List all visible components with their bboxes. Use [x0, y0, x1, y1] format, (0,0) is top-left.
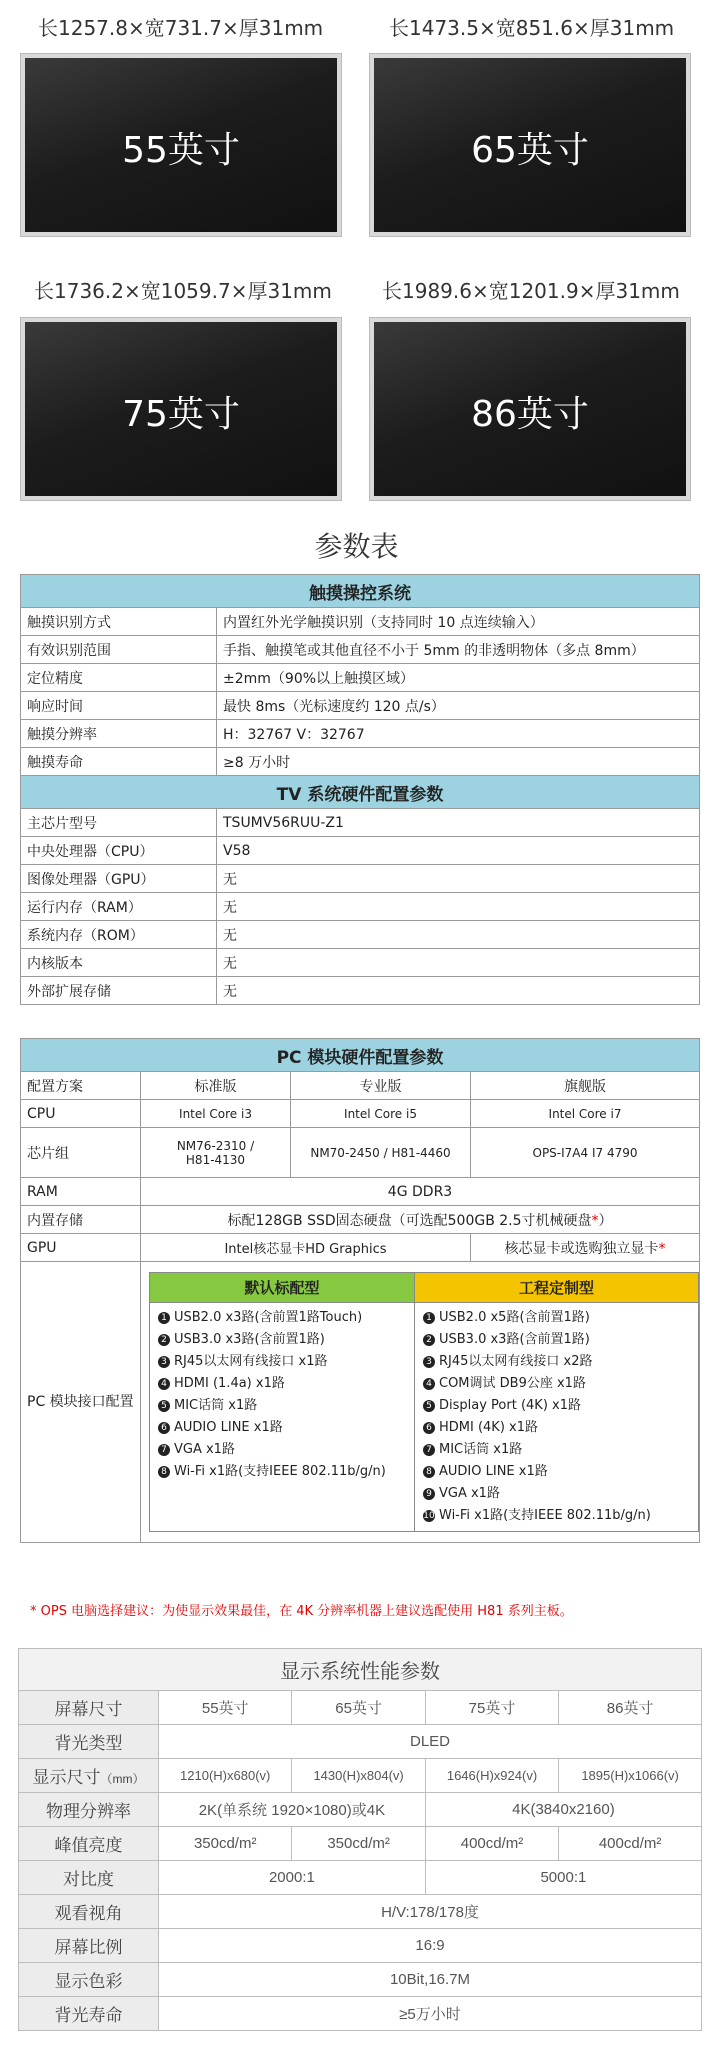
table-row: 屏幕比例 16:9: [19, 1929, 702, 1963]
table-row: 显示尺寸（mm） 1210(H)x680(v) 1430(H)x804(v) 1646(H)x924(v) 1895(H)x1066(v): [19, 1759, 702, 1793]
interface-item: 7 MIC话筒 x1路: [423, 1439, 690, 1461]
table-row: 运行内存（RAM） 无: [21, 893, 700, 921]
screen-size-label: 55英寸: [122, 130, 240, 171]
standard-config-title: 默认标配型: [150, 1273, 415, 1303]
number-badge-icon: 6: [158, 1422, 170, 1434]
number-badge-icon: 2: [158, 1334, 170, 1346]
table-row: 对比度 2000:1 5000:1: [19, 1861, 702, 1895]
tv-image: [370, 54, 690, 236]
table-row: 系统内存（ROM） 无: [21, 921, 700, 949]
number-badge-icon: 5: [423, 1400, 435, 1412]
table-row: 响应时间 最快 8ms（光标速度约 120 点/s）: [21, 692, 700, 720]
interface-item: 8 AUDIO LINE x1路: [423, 1461, 690, 1483]
engineering-config-title: 工程定制型: [415, 1273, 699, 1303]
display-spec-table: [18, 1648, 702, 2031]
number-badge-icon: 4: [158, 1378, 170, 1390]
table-row: 有效识别范围 手指、触摸笔或其他直径不小于 5mm 的非透明物体（多点 8mm）: [21, 636, 700, 664]
table-row: 主芯片型号 TSUMV56RUU-Z1: [21, 809, 700, 837]
number-badge-icon: 3: [423, 1356, 435, 1368]
ops-note: * OPS 电脑选择建议：为使显示效果最佳，在 4K 分辨率机器上建议选配使用 H81 系列主板。: [30, 1604, 573, 1619]
interface-item: 7 VGA x1路: [158, 1439, 406, 1461]
interface-item: 6 AUDIO LINE x1路: [158, 1417, 406, 1439]
table-row: 中央处理器（CPU） V58: [21, 837, 700, 865]
table-row: 背光寿命 ≥5万小时: [19, 1997, 702, 2031]
table-row: PC 模块接口配置 默认标配型 工程定制型 1 USB2.0 x3路(含前置1路Touch) 2 USB3.0 x3路(含前置1路) 3 RJ45以太网有线接口 x1路 4 HDMI (1.4a) x1路 5 MIC话筒 x1路 6 AUDIO LINE x1路 7 VGA x1路 8 Wi-Fi x1路(支持IEEE 802.11b/g/n) 1 USB2.0 x5路(含前置1路) 2 USB3.0 x3路(含前置1路) 3 RJ45以太网有线接口 x2路 4 COM调试 DB9公座 x1路 5 Display Port (4K) x1路 6 HDMI (4K) x1路 7 MIC话筒 x1路 8 AUDIO LINE x1路 9 VGA x1路 10 Wi-Fi x1路(支持IEEE 802.11b/g/n): [21, 1262, 700, 1543]
interface-item: 1 USB2.0 x5路(含前置1路): [423, 1307, 690, 1329]
screen-dims: 长1257.8×宽731.7×厚31mm: [38, 16, 324, 40]
table-row: 背光类型 DLED: [19, 1725, 702, 1759]
number-badge-icon: 8: [158, 1466, 170, 1478]
interface-item: 8 Wi-Fi x1路(支持IEEE 802.11b/g/n): [158, 1461, 406, 1483]
interface-item: 3 RJ45以太网有线接口 x1路: [158, 1351, 406, 1373]
interface-item: 4 HDMI (1.4a) x1路: [158, 1373, 406, 1395]
interface-item: 2 USB3.0 x3路(含前置1路): [423, 1329, 690, 1351]
table-row: 图像处理器（GPU） 无: [21, 865, 700, 893]
display-section-header: 显示系统性能参数: [19, 1649, 702, 1691]
table-row: 定位精度 ±2mm（90%以上触摸区域）: [21, 664, 700, 692]
screen-size-label: 86英寸: [471, 394, 589, 435]
standard-interface-list: [158, 1307, 406, 1483]
table-row: 物理分辨率 2K(单系统 1920×1080)或4K 4K(3840x2160): [19, 1793, 702, 1827]
table-row: 峰值亮度 350cd/m² 350cd/m² 400cd/m² 400cd/m²: [19, 1827, 702, 1861]
number-badge-icon: 1: [423, 1312, 435, 1324]
interface-item: 2 USB3.0 x3路(含前置1路): [158, 1329, 406, 1351]
engineering-interface-list: [423, 1307, 690, 1527]
tv-section-header: TV 系统硬件配置参数: [21, 776, 700, 809]
table-row: 触摸寿命 ≥8 万小时: [21, 748, 700, 776]
screen-size-label: 75英寸: [122, 394, 240, 435]
table-row: 配置方案 标准版 专业版 旗舰版: [21, 1072, 700, 1100]
table-row: 显示色彩 10Bit,16.7M: [19, 1963, 702, 1997]
number-badge-icon: 10: [423, 1510, 435, 1521]
number-badge-icon: 9: [423, 1488, 435, 1500]
interface-item: 10 Wi-Fi x1路(支持IEEE 802.11b/g/n): [423, 1508, 651, 1523]
table-row: GPU Intel核芯显卡HD Graphics 核芯显卡或选购独立显卡*: [21, 1234, 700, 1262]
screen-dims: 长1473.5×宽851.6×厚31mm: [389, 16, 675, 40]
interface-config-table: [149, 1272, 699, 1532]
table-row: 芯片组 NM76-2310 / H81-4130 NM70-2450 / H81-4460 OPS-I7A4 I7 4790: [21, 1128, 700, 1178]
screen-size-label: 65英寸: [471, 130, 589, 171]
table-row: CPU Intel Core i3 Intel Core i5 Intel Core i7: [21, 1100, 700, 1128]
tv-image: [370, 318, 690, 500]
table-row: 外部扩展存储 无: [21, 977, 700, 1005]
tv-image: [21, 54, 341, 236]
table-row: 内核版本 无: [21, 949, 700, 977]
number-badge-icon: 7: [158, 1444, 170, 1456]
interface-item: 6 HDMI (4K) x1路: [423, 1417, 690, 1439]
touch-tv-spec-table: [20, 574, 700, 1005]
interface-item: 4 COM调试 DB9公座 x1路: [423, 1373, 690, 1395]
table-row: 触摸分辨率 H：32767 V：32767: [21, 720, 700, 748]
interface-item: 5 Display Port (4K) x1路: [423, 1395, 690, 1417]
number-badge-icon: 5: [158, 1400, 170, 1412]
interface-item: 5 MIC话筒 x1路: [158, 1395, 406, 1417]
interface-item: 1 USB2.0 x3路(含前置1路Touch): [158, 1307, 406, 1329]
interface-item: 3 RJ45以太网有线接口 x2路: [423, 1351, 690, 1373]
number-badge-icon: 8: [423, 1466, 435, 1478]
table-row: RAM 4G DDR3: [21, 1178, 700, 1206]
number-badge-icon: 6: [423, 1422, 435, 1434]
page-title: 参数表: [314, 530, 399, 563]
screen-dims: 长1989.6×宽1201.9×厚31mm: [382, 279, 680, 303]
screen-dims: 长1736.2×宽1059.7×厚31mm: [34, 279, 332, 303]
pc-section-header: PC 模块硬件配置参数: [21, 1039, 700, 1072]
number-badge-icon: 4: [423, 1378, 435, 1390]
touch-section-header: 触摸操控系统: [21, 575, 700, 608]
table-row: 触摸识别方式 内置红外光学触摸识别（支持同时 10 点连续输入）: [21, 608, 700, 636]
number-badge-icon: 7: [423, 1444, 435, 1456]
number-badge-icon: 1: [158, 1312, 170, 1324]
table-row: 屏幕尺寸 55英寸 65英寸 75英寸 86英寸: [19, 1691, 702, 1725]
number-badge-icon: 3: [158, 1356, 170, 1368]
interface-item: 9 VGA x1路: [423, 1483, 690, 1505]
table-row: 内置存储 标配128GB SSD固态硬盘（可选配500GB 2.5寸机械硬盘*）: [21, 1206, 700, 1234]
number-badge-icon: 2: [423, 1334, 435, 1346]
tv-image: [21, 318, 341, 500]
table-row: 观看视角 H/V:178/178度: [19, 1895, 702, 1929]
pc-spec-table: [20, 1038, 700, 1543]
